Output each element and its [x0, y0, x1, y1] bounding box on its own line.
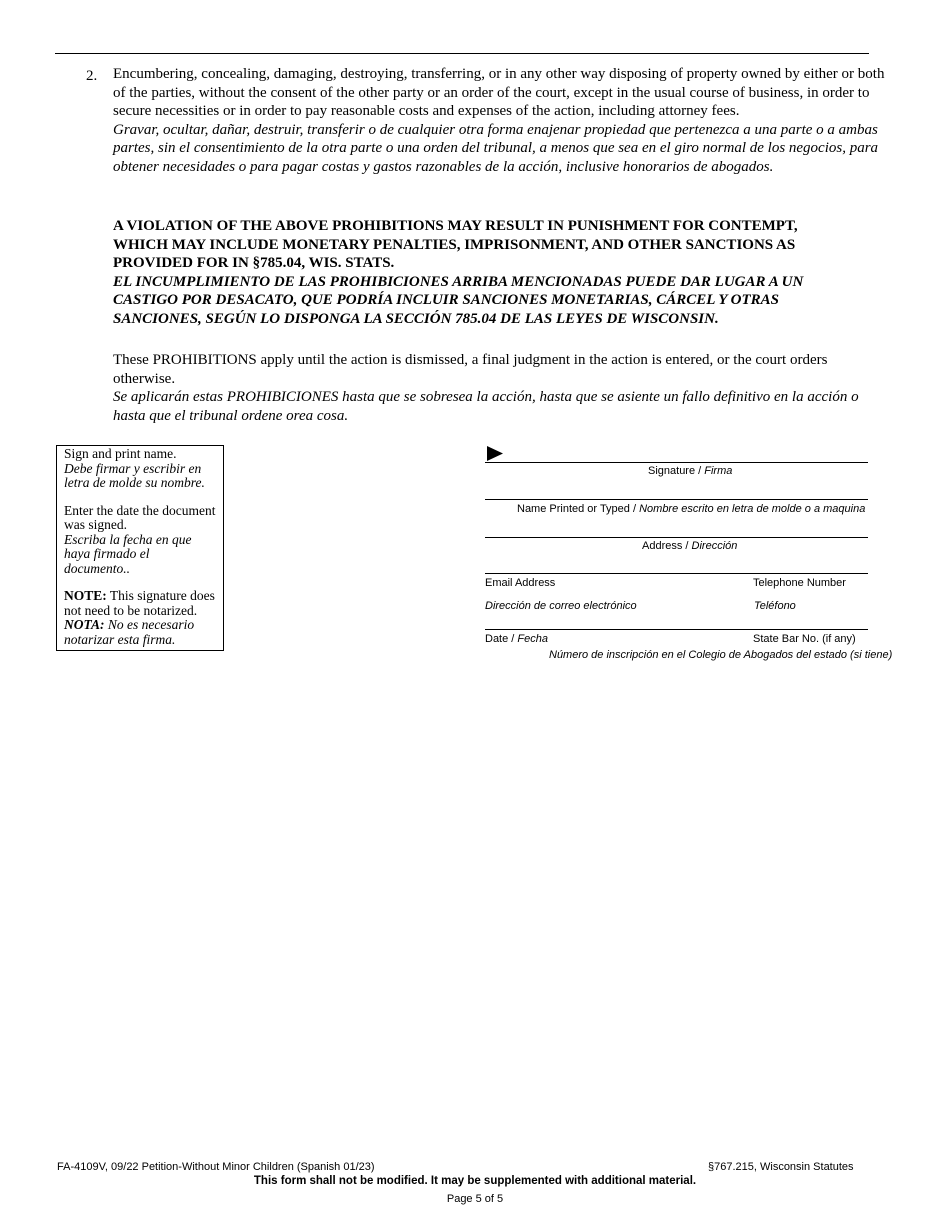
item-2-paragraph — [113, 65, 893, 176]
page-number: Page 5 of 5 — [446, 1193, 504, 1205]
email-phone-line[interactable] — [485, 573, 868, 574]
phone-label-es: Teléfono — [754, 600, 796, 612]
note-es — [64, 618, 216, 647]
arrow-right-icon — [487, 446, 503, 461]
prohibitions-english: These PROHIBITIONS apply until the action is dismissed, a final judgment in the action is entered, or the court orders otherwise. — [113, 352, 828, 387]
signature-label: Signature / Firma — [648, 465, 733, 477]
item-number: 2. — [86, 68, 98, 84]
statute-reference: §767.215, Wisconsin Statutes — [708, 1161, 854, 1173]
note-label-en: NOTE: — [64, 588, 107, 603]
warning-spanish: EL INCUMPLIMIENTO DE LAS PROHIBICIONES ARRIBA MENCIONADAS PUEDE DAR LUGAR A UN CASTIGO POR DESACATO, QUE PODRÍA INCLUIR SANCIONES MONETARIAS, CÁRCEL Y OTRAS SANCIONES, SEGÚN LO DISPONGA LA SECCIÓN 785.04 DE LAS LEYES DE WISCONSIN. — [113, 273, 804, 327]
prohibitions-spanish: Se aplicarán estas PROHIBICIONES hasta que se sobresea la acción, hasta que se asiente un fallo definitivo en la acción o hasta que el tribunal ordene orea cosa. — [113, 389, 859, 424]
date-bar-line[interactable] — [485, 629, 868, 630]
item-2-spanish: Gravar, ocultar, dañar, destruir, transferir o de cualquier otra forma enajenar propiedad que pertenezca a una parte o a ambas partes, sin el consentimiento de la otra parte o una orden del tribunal, a menos que sea en el giro normal de los negocios, para obtener necesidades o para pagar costas y gastos razonables de la acción, inclusive honorarios de abogados. — [113, 121, 879, 175]
modification-notice: This form shall not be modified. It may be supplemented with additional material. — [253, 1175, 697, 1187]
signing-instructions-box — [56, 445, 224, 651]
email-label-es: Dirección de correo electrónico — [485, 600, 637, 612]
address-line[interactable] — [485, 537, 868, 538]
date-instruction-es: Escriba la fecha en que haya firmado el documento.. — [64, 531, 192, 576]
prohibitions-duration — [113, 351, 893, 425]
note-text-en: This signature does not need to be notarized. — [64, 588, 215, 618]
sign-instruction-en: Sign and print name. — [64, 446, 177, 461]
form-id: FA-4109V, 09/22 Petition-Without Minor Children (Spanish 01/23) — [57, 1161, 375, 1173]
contempt-warning — [113, 217, 853, 328]
name-label: Name Printed or Typed / Nombre escrito en letra de molde o a maquina — [517, 503, 866, 515]
note-label-es: NOTA: — [64, 617, 105, 632]
bar-number-label-es: Número de inscripción en el Colegio de Abogados del estado (si tiene) — [549, 649, 893, 661]
phone-label: Telephone Number — [753, 577, 846, 589]
sign-instruction-es: Debe firmar y escribir en letra de molde su nombre. — [64, 460, 205, 490]
address-label: Address / Dirección — [642, 540, 738, 552]
date-instruction-en: Enter the date the document was signed. — [64, 502, 216, 532]
warning-english: A VIOLATION OF THE ABOVE PROHIBITIONS MAY RESULT IN PUNISHMENT FOR CONTEMPT, WHICH MAY INCLUDE MONETARY PENALTIES, IMPRISONMENT, AND OTHER SANCTIONS AS PROVIDED FOR IN §785.04, WIS. STATS. — [113, 218, 798, 271]
email-label: Email Address — [485, 577, 556, 589]
name-line[interactable] — [485, 499, 868, 500]
note-en — [64, 589, 216, 618]
item-2-english: Encumbering, concealing, damaging, destroying, transferring, or in any other way disposing of property owned by either or both of the parties, without the consent of the other party or an order of the court, except in the usual course of business, in order to secure necessities or in order to pay reasonable costs and expenses of the action, including attorney fees. — [113, 66, 885, 119]
top-divider — [55, 53, 869, 54]
bar-number-label: State Bar No. (if any) — [753, 633, 856, 645]
signature-line[interactable] — [485, 462, 868, 463]
note-text-es: No es necesario notarizar esta firma. — [64, 617, 195, 647]
date-label: Date / Fecha — [485, 633, 548, 645]
